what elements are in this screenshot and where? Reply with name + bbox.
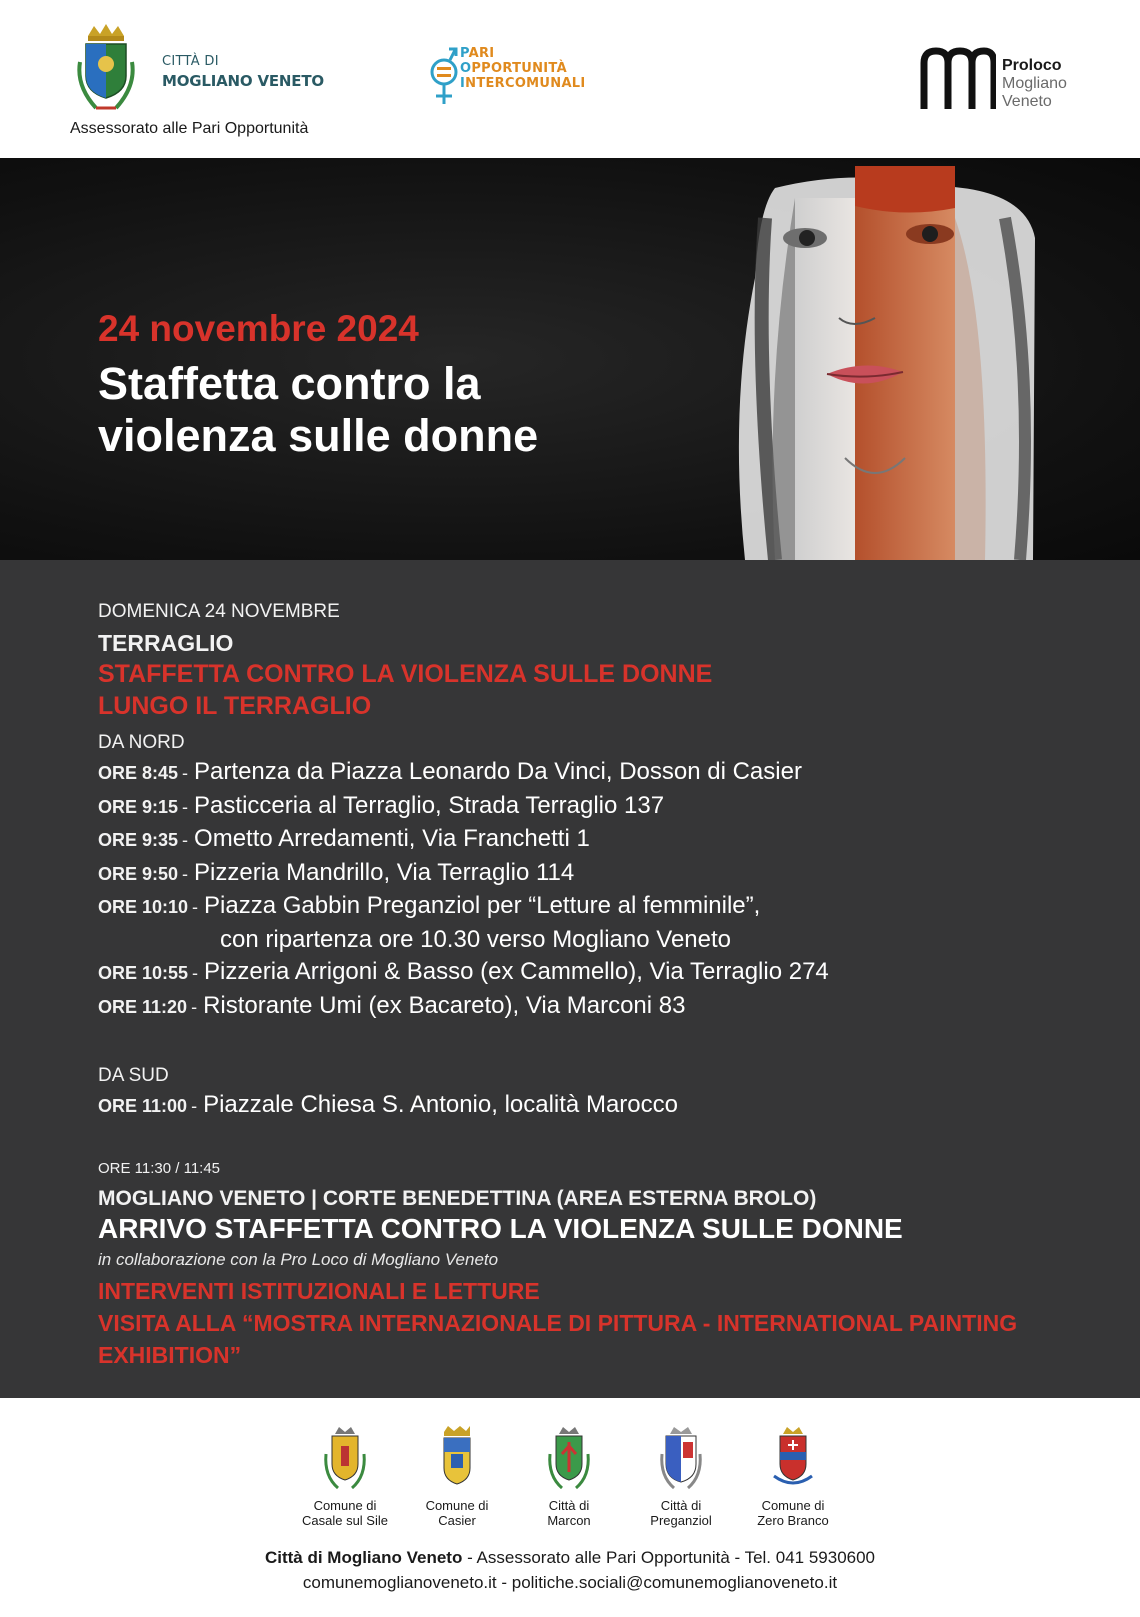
casale-crest-icon	[322, 1424, 368, 1494]
program-section	[0, 560, 1140, 1398]
stop-desc: Partenza da Piazza Leonardo Da Vinci, Dosson di Casier	[194, 758, 802, 785]
stop-continuation-text: con ripartenza ore 10.30 verso Mogliano Veneto	[220, 925, 731, 953]
south-label: DA SUD	[98, 1065, 169, 1086]
stop-dash: -	[192, 963, 199, 983]
program-title-line2: LUNGO IL TERRAGLIO	[98, 692, 372, 720]
preganziol-crest-icon	[658, 1424, 704, 1494]
stop-row	[98, 890, 1098, 924]
stop-desc: Piazza Gabbin Preganziol per “Letture al femminile”,	[204, 892, 761, 919]
stop-row	[98, 857, 1098, 891]
pari-rest-2: PPORTUNITÀ	[471, 61, 567, 76]
stop-time: ORE 10:10	[98, 897, 189, 917]
stop-row	[98, 823, 1098, 857]
stop-desc: Pasticceria al Terraglio, Strada Terraglio 137	[194, 791, 665, 819]
town-name-l2: Marcon	[547, 1513, 591, 1528]
stop-dash: -	[182, 796, 189, 817]
city-prefix: CITTÀ DI	[162, 54, 219, 69]
hero-banner	[0, 158, 1140, 560]
town-name-l2: Zero Branco	[757, 1513, 829, 1528]
pari-initial-o: O	[460, 61, 472, 76]
contact-organization: Città di Mogliano Veneto	[264, 1548, 463, 1567]
pari-opportunita-text	[460, 46, 586, 91]
pari-opportunita-icon	[430, 46, 458, 116]
stop-time: ORE 11:20	[98, 996, 188, 1017]
mogliano-crest-icon	[74, 22, 138, 114]
town-name-l1: Comune di	[313, 1498, 377, 1513]
hero-title-line2: violenza sulle donne	[98, 410, 539, 461]
contact-details: - Assessorato alle Pari Opportunità - Tel. 041 5930600	[462, 1548, 876, 1567]
stop-desc: Piazzale Chiesa S. Antonio, località Marocco	[203, 1091, 678, 1118]
town-name-l2: Casale sul Sile	[302, 1513, 388, 1528]
logo-proloco	[920, 45, 1100, 115]
spacer	[98, 1123, 1098, 1155]
town-casale	[290, 1424, 400, 1528]
hero-title-line1: Staffetta contro la	[98, 358, 481, 409]
stop-dash: -	[182, 863, 189, 884]
proloco-line3: Veneto	[1002, 93, 1052, 110]
stop-time: ORE 11:00	[98, 1096, 188, 1116]
stop-time: ORE 9:50	[98, 863, 179, 884]
stop-continuation	[98, 924, 1098, 957]
town-name-l1: Città di	[548, 1498, 590, 1513]
town-casier	[402, 1424, 512, 1528]
stop-row	[98, 1089, 1098, 1123]
program-title-line1: STAFFETTA CONTRO LA VIOLENZA SULLE DONNE	[98, 660, 713, 688]
stop-time: ORE 9:15	[98, 796, 179, 817]
town-name-l1: Comune di	[761, 1498, 825, 1513]
zero-branco-crest-icon	[770, 1424, 816, 1494]
casier-crest-icon	[434, 1424, 480, 1494]
contact-line1	[0, 1548, 1140, 1568]
arrival-line2: VISITA ALLA “MOSTRA INTERNAZIONALE DI PITTURA - INTERNATIONAL PAINTING	[98, 1309, 1018, 1336]
proloco-line2: Mogliano	[1002, 75, 1067, 92]
stop-row	[98, 790, 1098, 824]
arrival-place: MOGLIANO VENETO | CORTE BENEDETTINA (AREA ESTERNA BROLO)	[98, 1186, 817, 1210]
pari-initial-i: I	[460, 76, 466, 91]
stop-desc: Ometto Arredamenti, Via Franchetti 1	[194, 825, 590, 852]
stop-row	[98, 956, 1098, 990]
pari-rest-1: ARI	[468, 46, 495, 61]
proloco-icon	[920, 47, 996, 111]
marcon-crest-icon	[546, 1424, 592, 1494]
stop-time: ORE 9:35	[98, 830, 179, 850]
stop-row	[98, 990, 1098, 1024]
town-zero-branco	[738, 1424, 848, 1528]
town-name-l2: Casier	[438, 1513, 476, 1528]
pari-initial-p: P	[460, 46, 469, 61]
stop-dash: -	[191, 1096, 198, 1116]
logo-pari-opportunita	[430, 42, 630, 117]
arrival-line3: EXHIBITION”	[98, 1341, 242, 1368]
stop-time: ORE 8:45	[98, 763, 179, 783]
header	[0, 0, 1140, 158]
arrival-line1: INTERVENTI ISTITUZIONALI E LETTURE	[98, 1277, 540, 1304]
stop-desc: Pizzeria Mandrillo, Via Terraglio 114	[194, 858, 575, 886]
stop-desc: Ristorante Umi (ex Bacareto), Via Marconi 83	[203, 991, 686, 1019]
town-preganziol	[626, 1424, 736, 1528]
assessorato-label: Assessorato alle Pari Opportunità	[70, 120, 309, 137]
stop-dash: -	[182, 830, 189, 850]
program-day: DOMENICA 24 NOVEMBRE	[98, 601, 340, 622]
woman-face-illustration	[735, 158, 1065, 560]
north-label: DA NORD	[98, 732, 185, 753]
town-marcon	[514, 1424, 624, 1528]
hero-date: 24 novembre 2024	[98, 308, 419, 349]
town-name-l2: Preganziol	[650, 1513, 712, 1528]
program-content	[98, 600, 1098, 1371]
footer	[0, 1398, 1140, 1617]
stop-dash: -	[192, 897, 199, 917]
town-name-l1: Comune di	[425, 1498, 489, 1513]
program-place: TERRAGLIO	[98, 630, 234, 656]
city-name: MOGLIANO VENETO	[162, 72, 324, 90]
stop-dash: -	[191, 996, 198, 1017]
stop-time: ORE 10:55	[98, 963, 189, 983]
stop-desc: Pizzeria Arrigoni & Basso (ex Cammello), Via Terraglio 274	[204, 958, 829, 985]
stop-dash: -	[182, 763, 189, 783]
pari-rest-3: NTERCOMUNALI	[465, 76, 586, 91]
contact-line2: comunemoglianoveneto.it - politiche.sociali@comunemoglianoveneto.it	[302, 1573, 838, 1592]
arrival-collaboration: in collaborazione con la Pro Loco di Mogliano Veneto	[98, 1249, 499, 1269]
partner-towns	[290, 1424, 850, 1534]
town-name-l1: Città di	[660, 1498, 702, 1513]
arrival-title: ARRIVO STAFFETTA CONTRO LA VIOLENZA SULLE DONNE	[98, 1212, 903, 1244]
spacer	[98, 1023, 1098, 1055]
proloco-line1: Proloco	[1002, 57, 1062, 74]
stop-row	[98, 756, 1098, 790]
arrival-time: ORE 11:30 / 11:45	[98, 1159, 221, 1177]
hero-title	[98, 358, 538, 462]
